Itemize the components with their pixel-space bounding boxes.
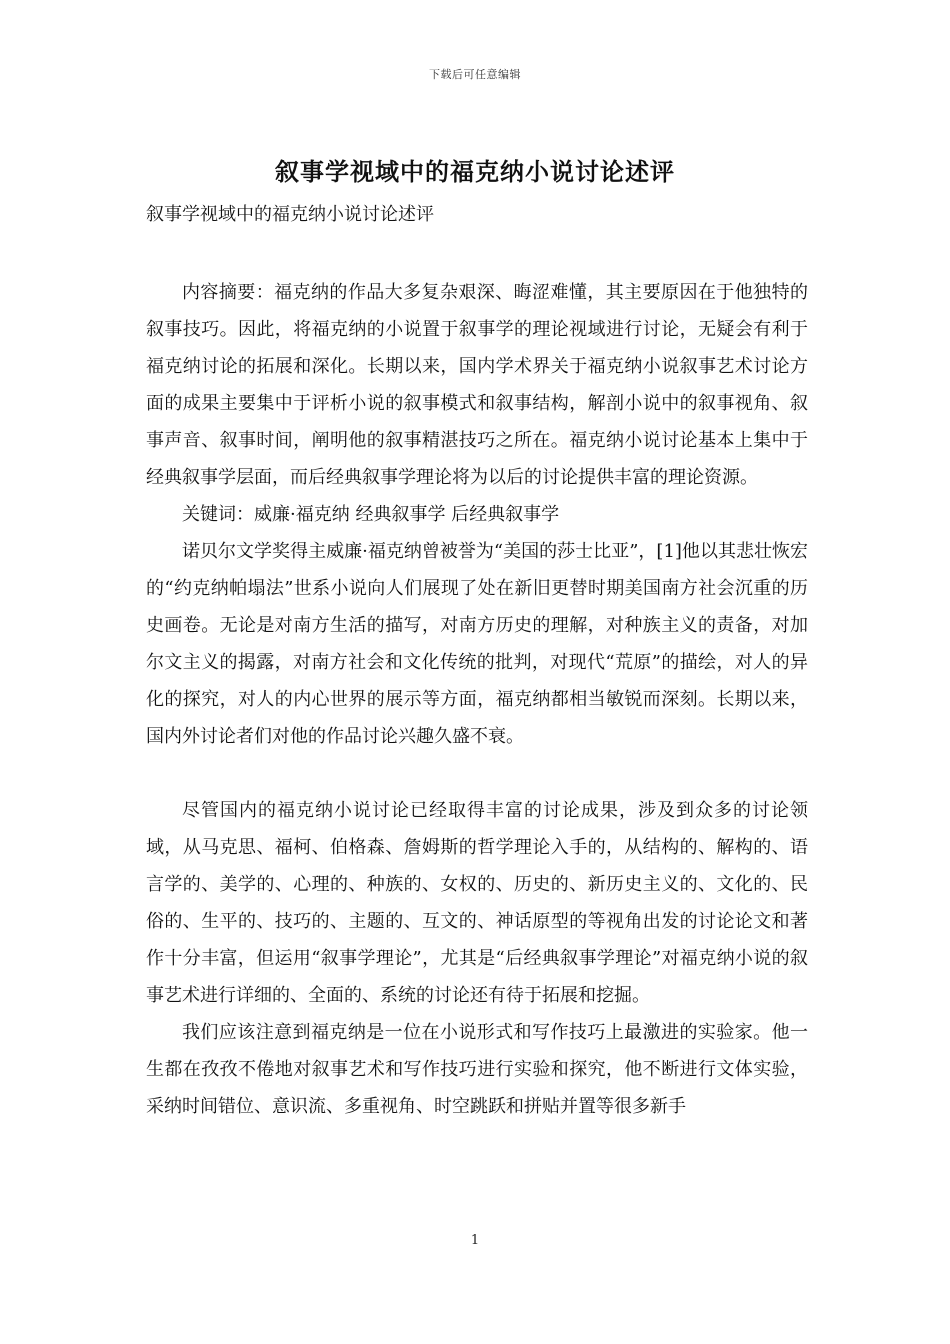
- body-paragraph: 尽管国内的福克纳小说讨论已经取得丰富的讨论成果，涉及到众多的讨论领域，从马克思、福柯、伯格森、詹姆斯的哲学理论入手的，从结构的、解构的、语言学的、美学的、心理的、种族的、女权的、历史的、新历史主义的、文化的、民俗的、生平的、技巧的、主题的、互文的、神话原型的等视角出发的讨论论文和著作十分丰富，但运用“叙事学理论”，尤其是“后经典叙事学理论”对福克纳小说的叙事艺术进行详细的、全面的、系统的讨论还有待于拓展和挖掘。: [146, 800, 808, 1006]
- spacer: [146, 233, 808, 274]
- keywords-line: 关键词：威廉·福克纳 经典叙事学 后经典叙事学: [182, 504, 560, 525]
- body-paragraph: 诺贝尔文学奖得主威廉·福克纳曾被誉为“美国的莎士比亚”，[1]他以其悲壮恢宏的“约克纳帕塌法”世系小说向人们展现了处在新旧更替时期美国南方社会沉重的历史画卷。无论是对南方生活的描写，对南方历史的理解，对种族主义的责备，对加尔文主义的揭露，对南方社会和文化传统的批判，对现代“荒原”的描绘，对人的异化的探究，对人的内心世界的展示等方面，福克纳都相当敏锐而深刻。长期以来，国内外讨论者们对他的作品讨论兴趣久盛不衰。: [146, 541, 808, 747]
- body-paragraph: 我们应该注意到福克纳是一位在小说形式和写作技巧上最激进的实验家。他一生都在孜孜不倦地对叙事艺术和写作技巧进行实验和探究，他不断进行文体实验，采纳时间错位、意识流、多重视角、时空跳跃和拼贴并置等很多新手: [146, 1022, 808, 1117]
- document-subtitle: 叙事学视域中的福克纳小说讨论述评: [146, 204, 434, 225]
- header-note: 下载后可任意编辑: [429, 68, 521, 81]
- document-body: [146, 196, 808, 1125]
- abstract-paragraph: 内容摘要：福克纳的作品大多复杂艰深、晦涩难懂，其主要原因在于他独特的叙事技巧。因此，将福克纳的小说置于叙事学的理论视域进行讨论，无疑会有利于福克纳讨论的拓展和深化。长期以来，国内学术界关于福克纳小说叙事艺术讨论方面的成果主要集中于评析小说的叙事模式和叙事结构，解剖小说中的叙事视角、叙事声音、叙事时间，阐明他的叙事精湛技巧之所在。福克纳小说讨论基本上集中于经典叙事学层面，而后经典叙事学理论将为以后的讨论提供丰富的理论资源。: [146, 282, 808, 488]
- page-number: 1: [470, 1233, 480, 1248]
- spacer: [146, 755, 808, 792]
- document-title: 叙事学视域中的福克纳小说讨论述评: [275, 157, 675, 186]
